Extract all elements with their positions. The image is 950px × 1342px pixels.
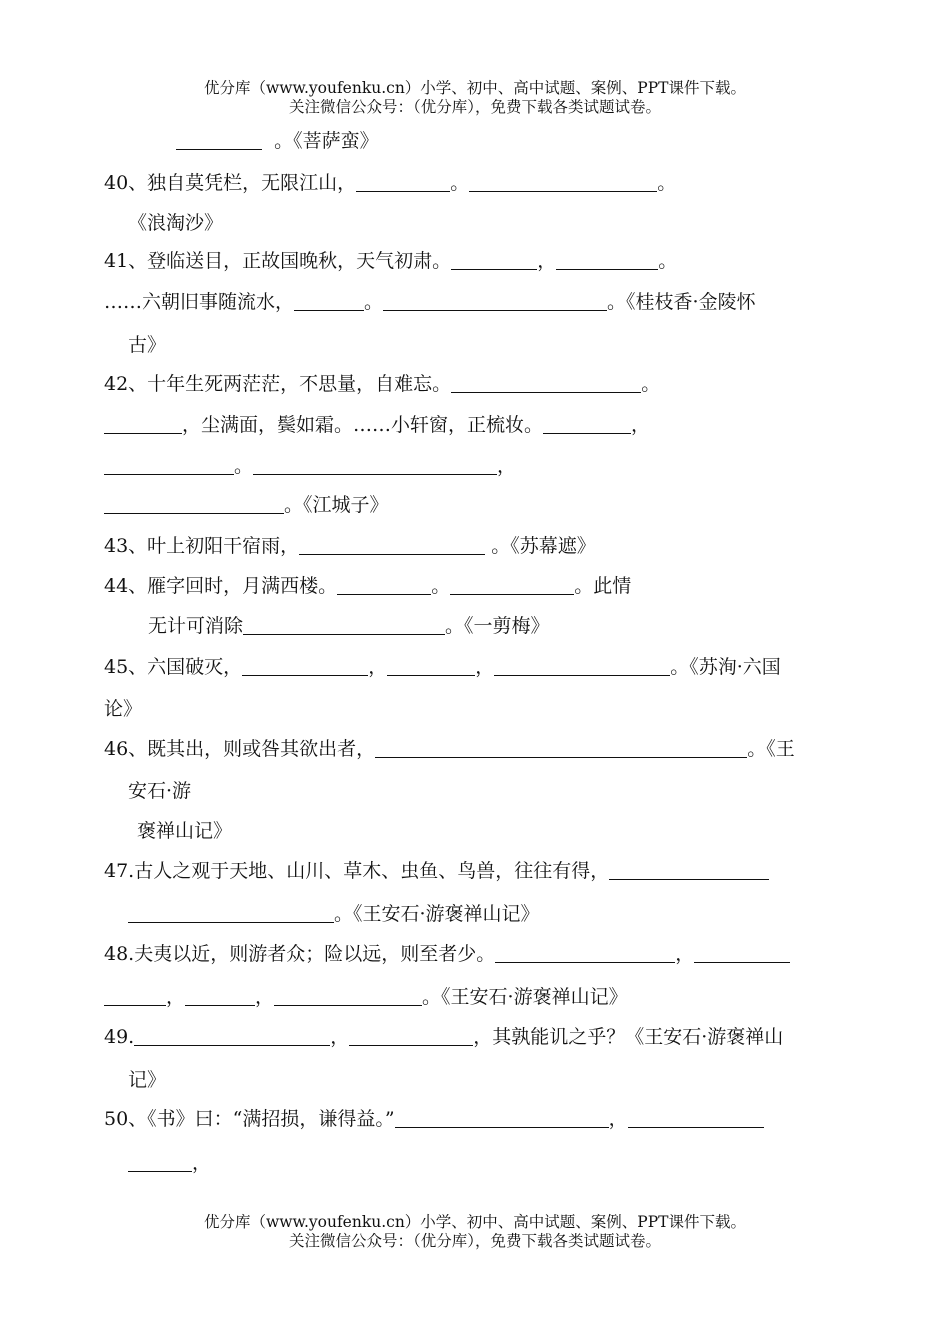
answer-blank[interactable] [134,1027,330,1046]
question-42: 42、十年生死两茫茫，不思量，自难忘。 。 [104,373,661,395]
page-header [0,79,950,117]
answer-blank[interactable] [128,1153,192,1172]
answer-blank[interactable] [349,1027,473,1046]
question-41-line-2: ……六朝旧事随流水， 。 。《桂枝香·金陵怀 [104,291,756,313]
answer-blank[interactable] [543,415,631,434]
answer-blank[interactable] [299,536,485,555]
question-46-line-2: 安石·游 [128,780,192,802]
question-46-source: 褒禅山记》 [137,820,233,842]
answer-blank[interactable] [451,251,537,270]
answer-blank[interactable] [242,657,368,676]
question-48: 48.夫夷以近，则游者众；险以远，则至者少。 ， [104,942,790,966]
question-47: 47.古人之观于天地、山川、草木、虫鱼、鸟兽，往往有得， [104,859,769,883]
question-40-source: 《浪淘沙》 [128,212,224,234]
question-42-line-4: 。《江城子》 [104,493,389,517]
page-footer [0,1213,950,1251]
question-48-line-2: ， ， 。《王安石·游褒禅山记》 [104,985,628,1009]
footer-line-1: 优分库（www.youfenku.cn）小学、初中、高中试题、案例、PPT课件下载。 [203,1213,747,1231]
answer-blank[interactable] [395,1109,609,1128]
answer-blank[interactable] [450,576,574,595]
question-41: 41、登临送目，正故国晚秋，天气初肃。 ， 。 [104,250,678,272]
question-47-line-2: 。《王安石·游褒禅山记》 [128,902,540,926]
question-43: 43、叶上初阳干宿雨， 。《苏幕遮》 [104,535,596,557]
answer-blank[interactable] [383,292,607,311]
question-49-source: 记》 [128,1069,167,1091]
answer-blank[interactable] [128,904,334,923]
question-41-source: 古》 [128,334,167,356]
answer-blank[interactable] [694,944,790,963]
answer-blank[interactable] [387,657,475,676]
answer-blank[interactable] [628,1109,764,1128]
answer-blank[interactable] [294,292,364,311]
question-44-line-2: 无计可消除 。《一剪梅》 [148,615,550,637]
answer-blank[interactable] [243,616,445,635]
answer-blank[interactable] [556,251,658,270]
question-45-source: 论》 [104,698,143,720]
answer-blank[interactable] [375,739,747,758]
question-46: 46、既其出，则或咎其欲出者， 。《王 [104,738,795,760]
answer-blank[interactable] [104,987,166,1006]
answer-blank[interactable] [451,374,641,393]
question-50: 50、《书》曰：“满招损，谦得益。” ， [104,1107,764,1131]
question-40: 40、独自莫凭栏，无限江山， 。 。 [104,172,677,194]
answer-blank[interactable] [253,456,497,475]
answer-blank[interactable] [494,657,670,676]
answer-blank[interactable] [104,456,234,475]
question-45: 45、六国破灭， ， ， 。《苏洵·六国 [104,656,781,678]
footer-line-2: 关注微信公众号：（优分库），免费下载各类试题试卷。 [288,1232,661,1250]
answer-blank[interactable] [176,131,262,150]
question-42-line-2: ，尘满面，鬓如霜。……小轩窗，正梳妆。 ， [104,413,650,437]
answer-blank[interactable] [274,987,422,1006]
question-42-line-3: 。 ， [104,454,516,478]
line-pusaman: 。《菩萨蛮》 [104,129,379,153]
answer-blank[interactable] [469,173,657,192]
answer-blank[interactable] [337,576,431,595]
question-50-line-2: ， [128,1151,211,1175]
answer-blank[interactable] [356,173,450,192]
answer-blank[interactable] [495,944,675,963]
question-49: 49. ， ，其孰能讥之乎？《王安石·游褒禅山 [104,1026,784,1048]
answer-blank[interactable] [609,861,769,880]
header-line-1: 优分库（www.youfenku.cn）小学、初中、高中试题、案例、PPT课件下载。 [203,79,747,97]
answer-blank[interactable] [104,495,284,514]
answer-blank[interactable] [185,987,255,1006]
answer-blank[interactable] [104,415,182,434]
header-line-2: 关注微信公众号：（优分库），免费下载各类试题试卷。 [288,98,661,116]
question-44: 44、雁字回时，月满西楼。 。 。此情 [104,575,632,597]
